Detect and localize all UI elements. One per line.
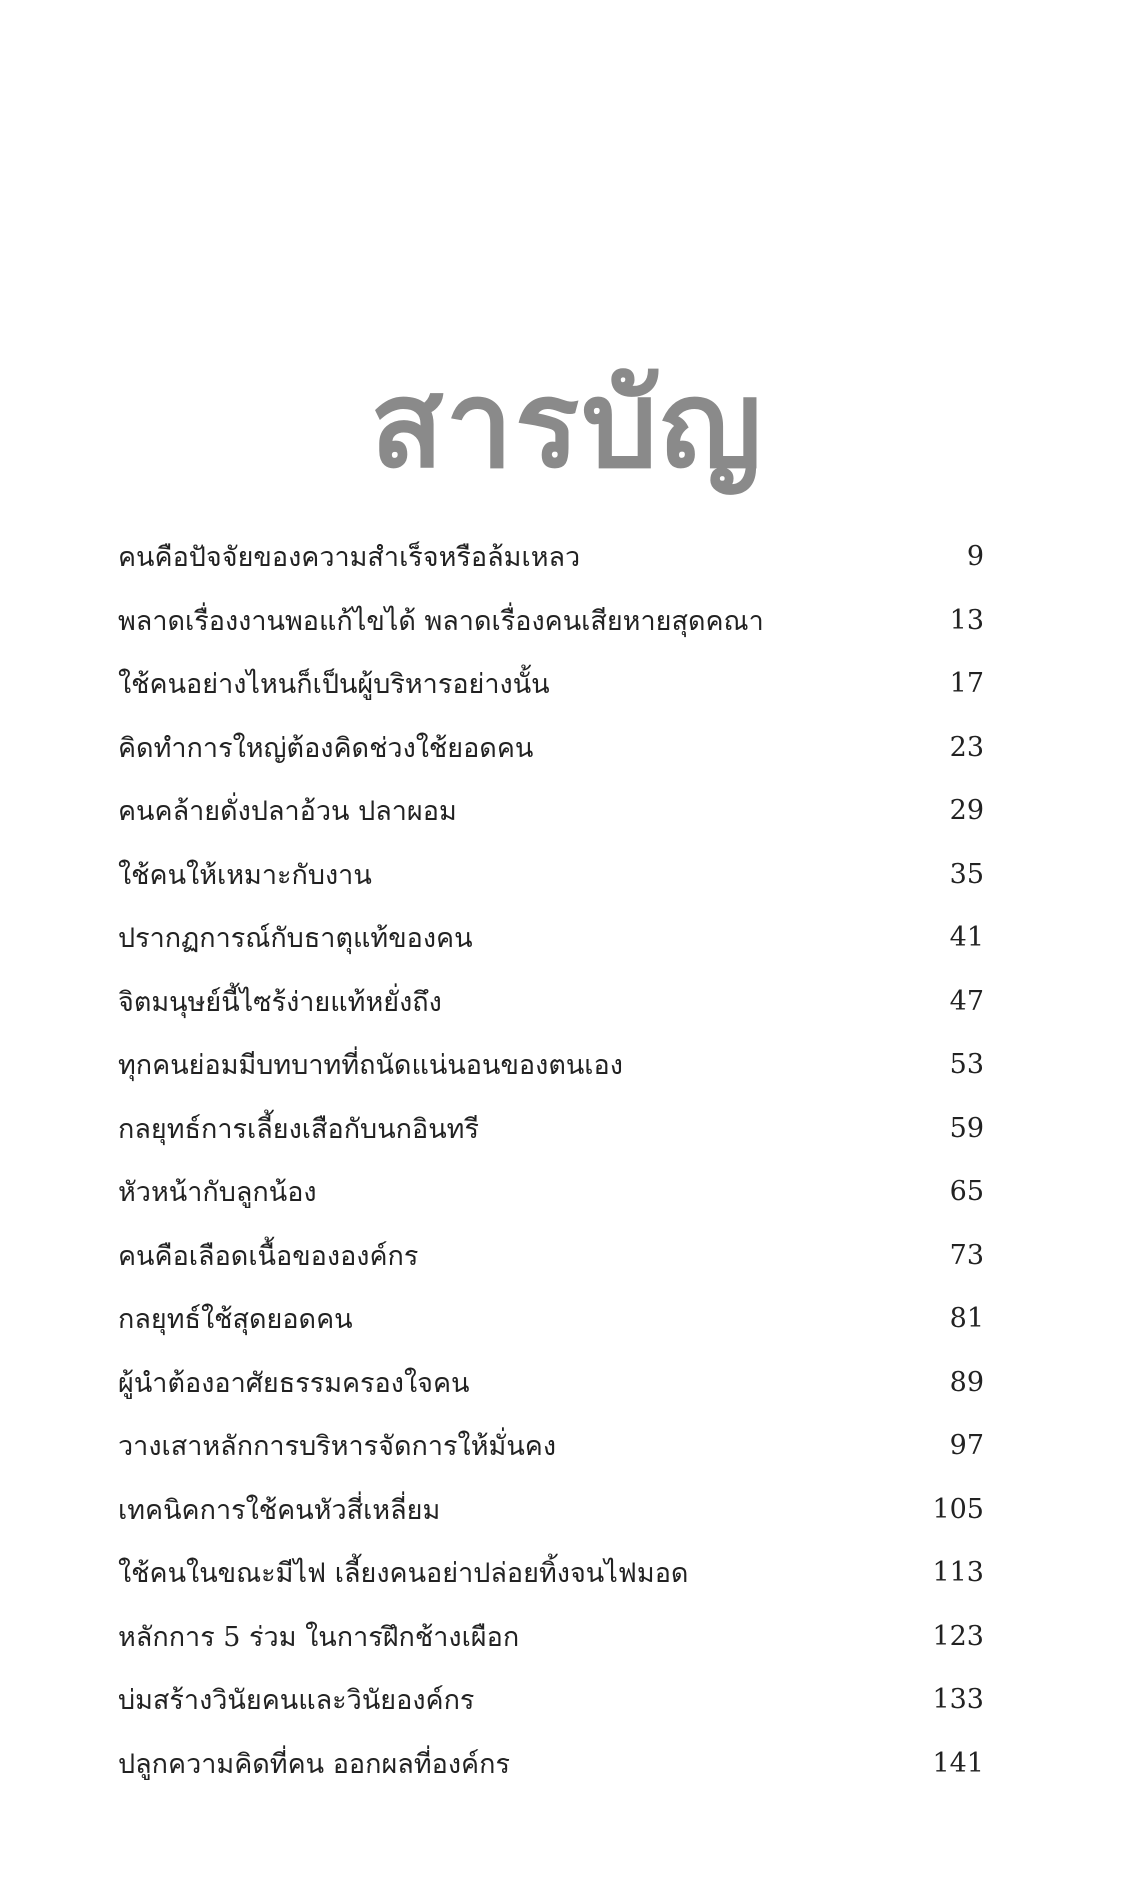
toc-entry (118, 970, 984, 1034)
toc-entry (118, 843, 984, 907)
toc-entry-page-number: 9 (966, 541, 984, 573)
toc-entry-page-number: 13 (949, 604, 984, 636)
toc-entry-page-number: 89 (949, 1366, 984, 1398)
toc-entry-page-number: 141 (932, 1747, 984, 1779)
toc-entry-title: คิดทำการใหญ่ต้องคิดช่วงใช้ยอดคน (118, 732, 534, 764)
toc-entry-page-number: 73 (949, 1239, 984, 1271)
toc-entry-title: ผู้นำต้องอาศัยธรรมครองใจคน (118, 1367, 470, 1399)
toc-entry (118, 1287, 984, 1351)
toc-entry (118, 1033, 984, 1097)
toc-entry-page-number: 53 (949, 1049, 984, 1081)
toc-entry-title: หัวหน้ากับลูกน้อง (118, 1177, 317, 1209)
toc-entry (118, 1541, 984, 1605)
toc-entry (118, 1414, 984, 1478)
toc-entry (118, 1160, 984, 1224)
toc-entry (118, 589, 984, 653)
toc-entry-title: ใช้คนให้เหมาะกับงาน (118, 859, 372, 891)
toc-entry-title: ใช้คนอย่างไหนก็เป็นผู้บริหารอย่างนั้น (118, 669, 550, 701)
toc-entry-title: บ่มสร้างวินัยคนและวินัยองค์กร (118, 1685, 475, 1717)
toc-entry-page-number: 35 (949, 858, 984, 890)
toc-entry (118, 525, 984, 589)
toc-entry-page-number: 17 (949, 668, 984, 700)
toc-entry-title: พลาดเรื่องงานพอแก้ไขได้ พลาดเรื่องคนเสียหายสุดคณา (118, 605, 764, 637)
toc-entry-title: ทุกคนย่อมมีบทบาทที่ถนัดแน่นอนของตนเอง (118, 1050, 623, 1082)
toc-entry (118, 779, 984, 843)
toc-entry (118, 1478, 984, 1542)
toc-entry (118, 716, 984, 780)
toc-entry-title: ใช้คนในขณะมีไฟ เลี้ยงคนอย่าปล่อยทิ้งจนไฟมอด (118, 1558, 689, 1590)
toc-list (118, 525, 984, 1795)
toc-entry-page-number: 81 (949, 1303, 984, 1335)
toc-entry (118, 1668, 984, 1732)
toc-entry (118, 906, 984, 970)
toc-entry-page-number: 47 (949, 985, 984, 1017)
toc-entry-title: คนคือเลือดเนื้อขององค์กร (118, 1240, 419, 1272)
toc-entry (118, 652, 984, 716)
toc-entry-page-number: 23 (949, 731, 984, 763)
toc-entry-page-number: 59 (949, 1112, 984, 1144)
toc-entry-title: คนคล้ายดั่งปลาอ้วน ปลาผอม (118, 796, 457, 828)
toc-entry-page-number: 65 (949, 1176, 984, 1208)
toc-entry-page-number: 123 (932, 1620, 984, 1652)
toc-entry-page-number: 97 (949, 1430, 984, 1462)
toc-entry (118, 1605, 984, 1669)
toc-entry-title: จิตมนุษย์นี้ไซร้ง่ายแท้หยั่งถึง (118, 986, 442, 1018)
toc-entry-title: คนคือปัจจัยของความสำเร็จหรือล้มเหลว (118, 542, 581, 574)
toc-entry-page-number: 133 (932, 1684, 984, 1716)
toc-entry-page-number: 105 (932, 1493, 984, 1525)
toc-entry (118, 1732, 984, 1796)
toc-entry-title: ปรากฏการณ์กับธาตุแท้ของคน (118, 923, 473, 955)
toc-entry-title: กลยุทธ์การเลี้ยงเสือกับนกอินทรี (118, 1113, 479, 1145)
toc-entry (118, 1097, 984, 1161)
toc-entry-page-number: 41 (949, 922, 984, 954)
toc-entry (118, 1351, 984, 1415)
toc-entry-title: ปลูกความคิดที่คน ออกผลที่องค์กร (118, 1748, 510, 1780)
toc-entry-title: หลักการ 5 ร่วม ในการฝึกช้างเผือก (118, 1621, 520, 1653)
toc-entry-title: เทคนิคการใช้คนหัวสี่เหลี่ยม (118, 1494, 441, 1526)
toc-entry-page-number: 29 (949, 795, 984, 827)
toc-entry-page-number: 113 (932, 1557, 984, 1589)
toc-entry-title: วางเสาหลักการบริหารจัดการให้มั่นคง (118, 1431, 557, 1463)
toc-entry-title: กลยุทธ์ใช้สุดยอดคน (118, 1304, 353, 1336)
page-title: สารบัญ (370, 356, 764, 495)
toc-entry (118, 1224, 984, 1288)
